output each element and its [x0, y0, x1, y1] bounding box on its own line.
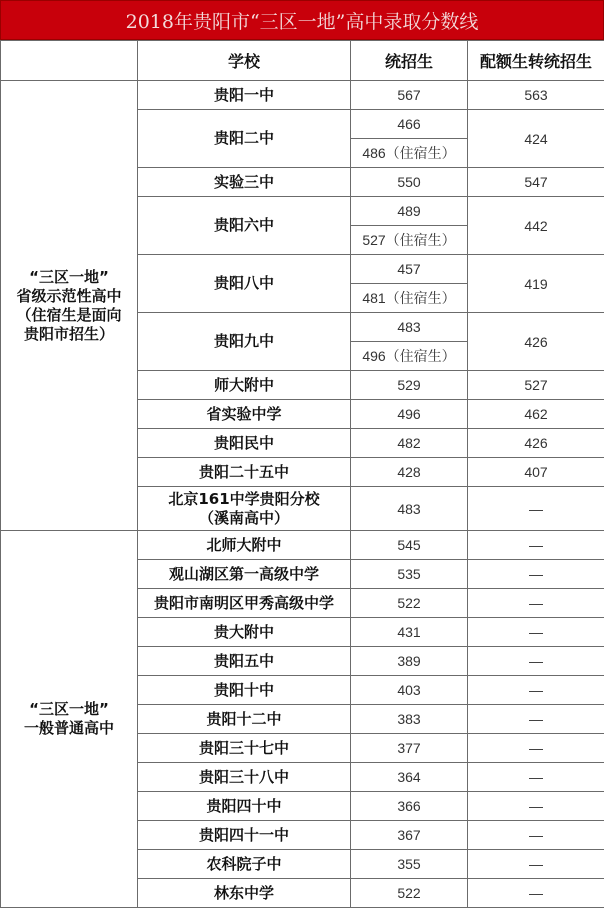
header-quota: 配额生转统招生 — [468, 41, 604, 81]
quota-score: — — [468, 705, 604, 734]
unified-score: 522 — [351, 589, 468, 618]
header-school: 学校 — [138, 41, 351, 81]
unified-score: 466 — [351, 110, 468, 139]
school-name: 观山湖区第一高级中学 — [138, 560, 351, 589]
unified-score: 550 — [351, 168, 468, 197]
unified-score: 367 — [351, 821, 468, 850]
quota-score: — — [468, 879, 604, 908]
school-name: 北师大附中 — [138, 531, 351, 560]
unified-score: 483 — [351, 487, 468, 531]
school-name: 贵阳十二中 — [138, 705, 351, 734]
unified-score: 483 — [351, 313, 468, 342]
group-label: “三区一地” 省级示范性高中 （住宿生是面向 贵阳市招生） — [1, 81, 138, 531]
quota-score: — — [468, 763, 604, 792]
quota-score: 527 — [468, 371, 604, 400]
school-name: 贵阳八中 — [138, 255, 351, 313]
quota-score: — — [468, 734, 604, 763]
quota-score: 419 — [468, 255, 604, 313]
school-name: 农科院子中 — [138, 850, 351, 879]
quota-score: — — [468, 676, 604, 705]
quota-score: — — [468, 618, 604, 647]
school-name: 贵阳民中 — [138, 429, 351, 458]
unified-score: 545 — [351, 531, 468, 560]
group-label: “三区一地” 一般普通高中 — [1, 531, 138, 908]
unified-score: 366 — [351, 792, 468, 821]
quota-score: — — [468, 647, 604, 676]
school-name: 贵阳二中 — [138, 110, 351, 168]
unified-score: 489 — [351, 197, 468, 226]
quota-score: — — [468, 531, 604, 560]
quota-score: 547 — [468, 168, 604, 197]
table-title: 2018年贵阳市“三区一地”高中录取分数线 — [0, 0, 604, 40]
school-name: 贵阳三十八中 — [138, 763, 351, 792]
unified-score: 535 — [351, 560, 468, 589]
quota-score: 426 — [468, 429, 604, 458]
school-name: 实验三中 — [138, 168, 351, 197]
school-name: 贵阳市南明区甲秀高级中学 — [138, 589, 351, 618]
school-name: 贵阳一中 — [138, 81, 351, 110]
unified-score: 428 — [351, 458, 468, 487]
unified-score: 377 — [351, 734, 468, 763]
school-name: 贵阳四十一中 — [138, 821, 351, 850]
table-row — [1, 531, 604, 560]
header-category — [1, 41, 138, 81]
school-name: 省实验中学 — [138, 400, 351, 429]
unified-score: 482 — [351, 429, 468, 458]
quota-score: 426 — [468, 313, 604, 371]
unified-score: 389 — [351, 647, 468, 676]
unified-score: 486（住宿生） — [351, 139, 468, 168]
table-row — [1, 81, 604, 110]
quota-score: — — [468, 560, 604, 589]
quota-score: 563 — [468, 81, 604, 110]
quota-score: — — [468, 487, 604, 531]
school-name: 贵阳六中 — [138, 197, 351, 255]
quota-score: 424 — [468, 110, 604, 168]
school-name: 师大附中 — [138, 371, 351, 400]
unified-score: 383 — [351, 705, 468, 734]
quota-score: — — [468, 821, 604, 850]
admission-score-table — [0, 40, 604, 908]
school-name: 北京161中学贵阳分校 （溪南高中） — [138, 487, 351, 531]
unified-score: 457 — [351, 255, 468, 284]
quota-score: — — [468, 589, 604, 618]
school-name: 贵大附中 — [138, 618, 351, 647]
quota-score: 407 — [468, 458, 604, 487]
unified-score: 431 — [351, 618, 468, 647]
unified-score: 496（住宿生） — [351, 342, 468, 371]
quota-score: — — [468, 850, 604, 879]
school-name: 贵阳九中 — [138, 313, 351, 371]
unified-score: 522 — [351, 879, 468, 908]
school-name: 贵阳十中 — [138, 676, 351, 705]
school-name: 贵阳三十七中 — [138, 734, 351, 763]
unified-score: 355 — [351, 850, 468, 879]
quota-score: 462 — [468, 400, 604, 429]
unified-score: 481（住宿生） — [351, 284, 468, 313]
unified-score: 496 — [351, 400, 468, 429]
quota-score: 442 — [468, 197, 604, 255]
unified-score: 403 — [351, 676, 468, 705]
school-name: 贵阳二十五中 — [138, 458, 351, 487]
header-unified: 统招生 — [351, 41, 468, 81]
school-name: 林东中学 — [138, 879, 351, 908]
quota-score: — — [468, 792, 604, 821]
unified-score: 529 — [351, 371, 468, 400]
header-row — [1, 41, 604, 81]
school-name: 贵阳四十中 — [138, 792, 351, 821]
unified-score: 567 — [351, 81, 468, 110]
school-name: 贵阳五中 — [138, 647, 351, 676]
unified-score: 527（住宿生） — [351, 226, 468, 255]
unified-score: 364 — [351, 763, 468, 792]
